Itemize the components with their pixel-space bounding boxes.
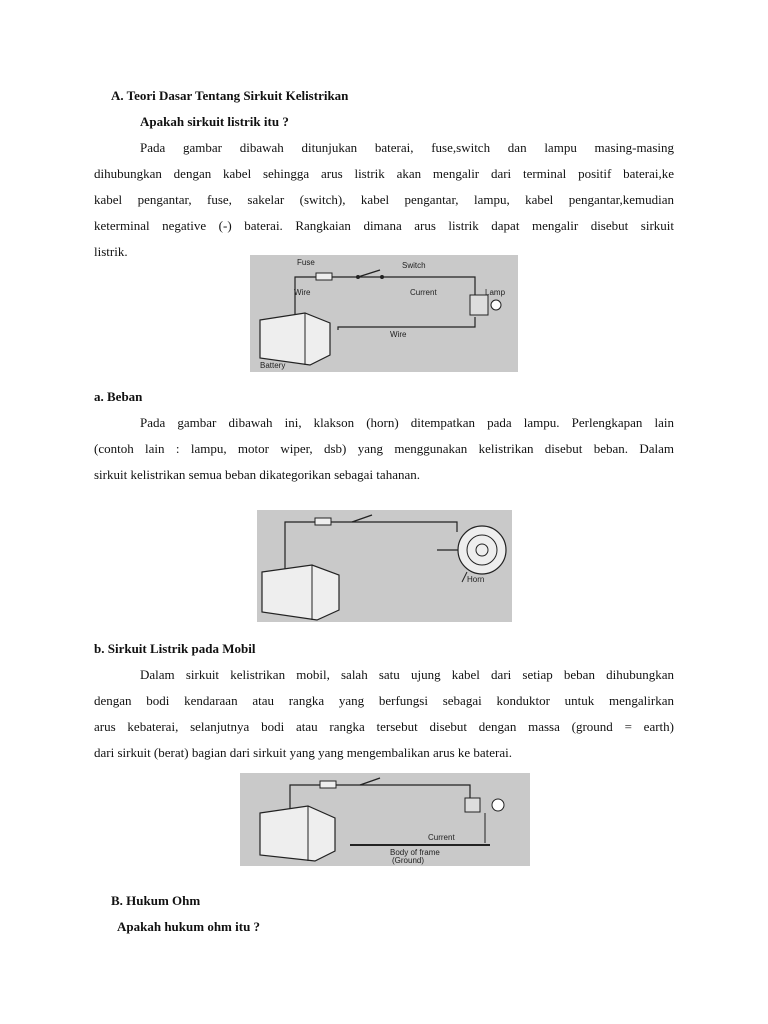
fuse-symbol [320,781,336,788]
paragraph-line: dihubungkan dengan kabel sehingga arus listrik akan mengalir dari terminal positif baterai,ke [94,166,674,181]
paragraph-line: listrik. [94,244,128,259]
paragraph-line: kabel pengantar, fuse, sakelar (switch), kabel pengantar, lampu, kabel pengantar,kemudian [94,192,674,207]
current-label: Current [410,288,437,297]
ground-label: (Ground) [392,856,425,865]
fuse-symbol [315,518,331,525]
paragraph-line: Pada gambar dibawah ini, klakson (horn) ditempatkan pada lampu. Perlengkapan lain [140,415,674,430]
paragraph-line: keterminal negative (-) baterai. Rangkaian dimana arus listrik dapat mengalir disebut sirkuit [94,218,674,233]
wire-label: Wire [294,288,311,297]
paragraph-line: dari sirkuit (berat) bagian dari sirkuit yang yang mengembalikan arus ke baterai. [94,745,513,760]
basic-circuit-figure [250,255,518,372]
section-a-question: Apakah sirkuit listrik itu ? [140,114,289,129]
ground-circuit-figure [240,773,530,866]
current-label: Current [428,833,455,842]
horn-circuit-figure [257,510,512,622]
paragraph-line: sirkuit kelistrikan semua beban dikategorikan sebagai tahanan. [94,467,420,482]
battery-symbol [262,565,339,620]
fuse-symbol [316,273,332,280]
paragraph-line: dengan bodi kendaraan atau rangka yang berfungsi sebagai konduktor untuk mengalirkan [94,693,674,708]
horn-label: Horn [467,575,485,584]
subsection-b-heading: b. Sirkuit Listrik pada Mobil [94,641,256,656]
fuse-label: Fuse [297,258,315,267]
subsection-a-heading: a. Beban [94,389,143,404]
paragraph-line: (contoh lain : lampu, motor wiper, dsb) yang menggunakan kelistrikan disebut beban. Dalam [94,441,674,456]
switch-label: Switch [402,261,426,270]
section-b-heading: B. Hukum Ohm [111,893,201,908]
battery-symbol [260,313,330,365]
lamp-label: Lamp [485,288,506,297]
body-frame-label: Body of frame [390,848,440,857]
paragraph-line: Dalam sirkuit kelistrikan mobil, salah satu ujung kabel dari setiap beban dihubungkan [140,667,674,682]
section-b-question: Apakah hukum ohm itu ? [117,919,261,934]
battery-label: Battery [260,361,286,370]
battery-symbol [260,806,335,861]
switch-symbol [358,270,380,277]
paragraph-line: Pada gambar dibawah ditunjukan baterai, fuse,switch dan lampu masing-masing [140,140,674,155]
lamp-symbol [465,798,480,812]
wire-label: Wire [390,330,407,339]
section-a-heading: A. Teori Dasar Tentang Sirkuit Kelistrikan [111,88,349,103]
switch-symbol [352,515,372,522]
lamp-symbol [470,295,488,315]
horn-symbol [458,526,506,574]
switch-symbol [360,778,380,785]
paragraph-line: arus kebaterai, selanjutnya bodi atau rangka tersebut disebut dengan massa (ground = earth) [94,719,674,734]
